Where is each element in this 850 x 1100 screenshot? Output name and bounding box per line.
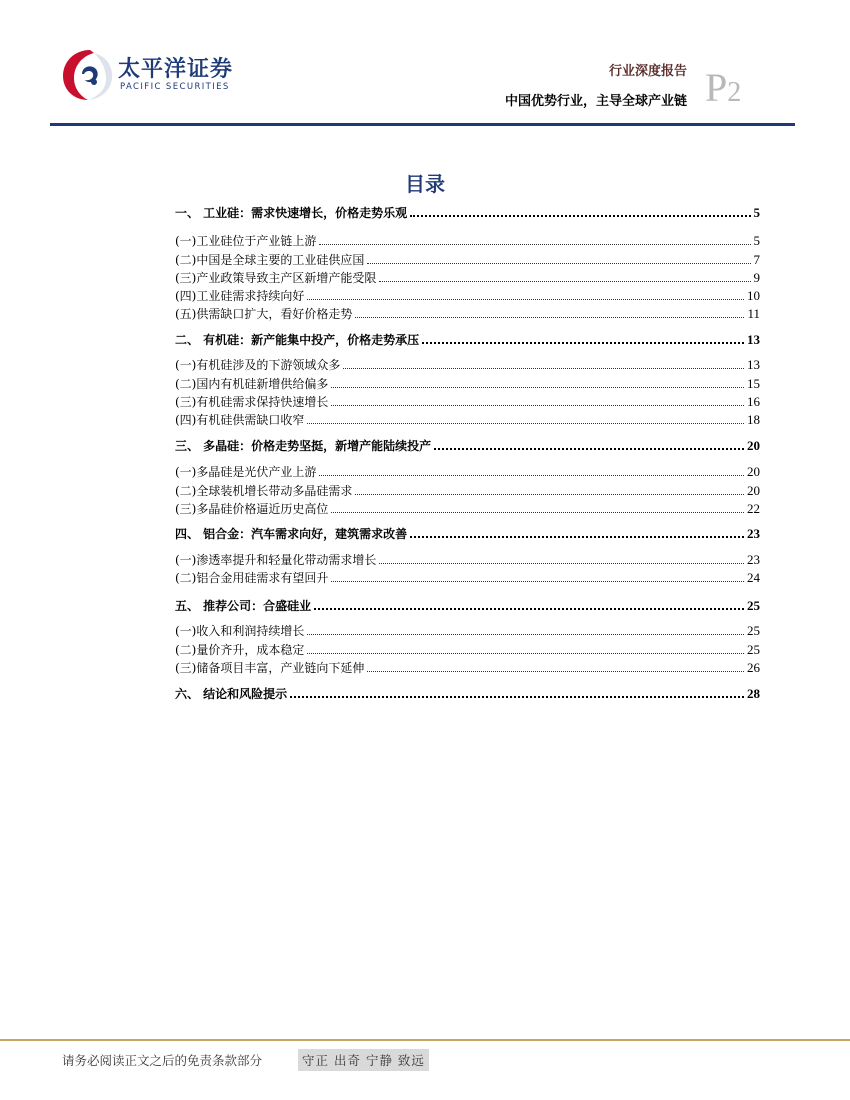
toc-entry-title: (二)量价齐升，成本稳定 — [175, 643, 305, 657]
toc-entry-title: 四、 铝合金：汽车需求向好，建筑需求改善 — [175, 527, 408, 541]
toc-dot-leader — [331, 405, 744, 406]
toc-section-entry[interactable] — [175, 330, 760, 348]
toc-entry-title: (二)全球装机增长带动多晶硅需求 — [175, 484, 353, 498]
logo-chinese-name: 太平洋证券 — [118, 57, 234, 82]
report-type: 行业深度报告 — [608, 64, 687, 79]
toc-entry-title: (三)多晶硅价格逼近历史高位 — [175, 502, 329, 516]
toc-entry-page: 28 — [747, 686, 760, 701]
toc-section-entry[interactable] — [175, 684, 760, 702]
page-number: 2 — [727, 77, 742, 108]
toc-subsection-entry[interactable] — [175, 231, 760, 249]
toc-dot-leader — [331, 581, 744, 582]
toc-subsection-entry[interactable] — [175, 640, 760, 658]
footer-rule — [0, 1039, 850, 1041]
toc-entry-title: (四)有机硅供需缺口收窄 — [175, 413, 305, 427]
report-subtitle: 中国优势行业，主导全球产业链 — [504, 94, 687, 109]
toc-entry-page: 20 — [747, 438, 760, 453]
toc-subsection-entry[interactable] — [175, 481, 760, 499]
toc-entry-page: 25 — [747, 642, 760, 657]
toc-dot-leader — [307, 299, 744, 300]
toc-section-entry[interactable] — [175, 524, 760, 542]
toc-entry-page: 15 — [747, 376, 760, 391]
header-rule — [50, 123, 795, 126]
logo-english-name: PACIFIC SECURITIES — [120, 82, 230, 92]
toc-entry-page: 5 — [753, 205, 760, 220]
toc-entry-title: (一)多晶硅是光伏产业上游 — [175, 465, 317, 479]
toc-dot-leader — [331, 387, 744, 388]
toc-entry-title: (一)有机硅涉及的下游领域众多 — [175, 358, 341, 372]
toc-title: 目录 — [405, 172, 445, 196]
pacific-securities-logo-icon — [60, 44, 116, 104]
toc-entry-title: (二)中国是全球主要的工业硅供应国 — [175, 253, 365, 267]
toc-subsection-entry[interactable] — [175, 250, 760, 268]
toc-dot-leader — [379, 281, 750, 282]
toc-entry-page: 20 — [747, 464, 760, 479]
toc-entry-page: 26 — [747, 660, 760, 675]
toc-entry-page: 25 — [747, 598, 760, 613]
toc-entry-page: 16 — [747, 394, 760, 409]
toc-dot-leader — [410, 536, 744, 538]
toc-entry-title: (三)有机硅需求保持快速增长 — [175, 395, 329, 409]
toc-subsection-entry[interactable] — [175, 499, 760, 517]
toc-entry-page: 9 — [753, 270, 760, 285]
toc-dot-leader — [331, 512, 744, 513]
toc-entry-title: 一、 工业硅：需求快速增长，价格走势乐观 — [175, 206, 408, 220]
toc-entry-title: (一)工业硅位于产业链上游 — [175, 234, 317, 248]
toc-entry-page: 5 — [753, 233, 760, 248]
toc-entry-page: 11 — [747, 306, 760, 321]
toc-dot-leader — [343, 368, 744, 369]
toc-entry-page: 20 — [747, 483, 760, 498]
toc-dot-leader — [367, 263, 750, 264]
toc-entry-page: 13 — [747, 332, 760, 347]
toc-entry-title: (四)工业硅需求持续向好 — [175, 289, 305, 303]
toc-subsection-entry[interactable] — [175, 658, 760, 676]
toc-dot-leader — [355, 494, 744, 495]
toc-dot-leader — [367, 671, 744, 672]
toc-entry-title: 六、 结论和风险提示 — [175, 687, 288, 701]
toc-subsection-entry[interactable] — [175, 268, 760, 286]
toc-entry-title: (三)储备项目丰富，产业链向下延伸 — [175, 661, 365, 675]
footer-motto: 守正 出奇 宁静 致远 — [298, 1049, 429, 1071]
toc-entry-page: 25 — [747, 623, 760, 638]
toc-subsection-entry[interactable] — [175, 374, 760, 392]
toc-entry-title: 二、 有机硅：新产能集中投产，价格走势承压 — [175, 333, 420, 347]
toc-entry-page: 7 — [753, 252, 760, 267]
toc-entry-title: (二)国内有机硅新增供给偏多 — [175, 377, 329, 391]
toc-subsection-entry[interactable] — [175, 462, 760, 480]
toc-dot-leader — [410, 215, 750, 217]
toc-entry-page: 18 — [747, 412, 760, 427]
toc-entry-title: (一)渗透率提升和轻量化带动需求增长 — [175, 553, 377, 567]
toc-dot-leader — [434, 448, 744, 450]
toc-entry-page: 23 — [747, 526, 760, 541]
toc-subsection-entry[interactable] — [175, 410, 760, 428]
toc-section-entry[interactable] — [175, 596, 760, 614]
toc-entry-page: 22 — [747, 501, 760, 516]
toc-subsection-entry[interactable] — [175, 286, 760, 304]
page-prefix: P — [705, 65, 728, 110]
toc-entry-title: (三)产业政策导致主产区新增产能受限 — [175, 271, 377, 285]
toc-subsection-entry[interactable] — [175, 392, 760, 410]
toc-entry-page: 24 — [747, 570, 760, 585]
toc-dot-leader — [307, 423, 744, 424]
toc-dot-leader — [379, 563, 744, 564]
toc-dot-leader — [422, 342, 744, 344]
toc-dot-leader — [355, 317, 744, 318]
toc-subsection-entry[interactable] — [175, 304, 760, 322]
toc-dot-leader — [307, 653, 744, 654]
toc-section-entry[interactable] — [175, 436, 760, 454]
toc-subsection-entry[interactable] — [175, 621, 760, 639]
toc-subsection-entry[interactable] — [175, 550, 760, 568]
company-logo — [60, 44, 235, 104]
toc-entry-page: 23 — [747, 552, 760, 567]
toc-entry-title: (五)供需缺口扩大，看好价格走势 — [175, 307, 353, 321]
footer-disclaimer: 请务必阅读正文之后的免责条款部分 — [62, 1053, 263, 1068]
toc-entry-page: 10 — [747, 288, 760, 303]
toc-subsection-entry[interactable] — [175, 568, 760, 586]
toc-dot-leader — [319, 475, 744, 476]
toc-subsection-entry[interactable] — [175, 355, 760, 373]
toc-entry-title: 五、 推荐公司：合盛硅业 — [175, 599, 312, 613]
toc-dot-leader — [307, 634, 744, 635]
page-indicator — [705, 65, 742, 110]
toc-entry-title: (二)铝合金用硅需求有望回升 — [175, 571, 329, 585]
toc-dot-leader — [314, 608, 744, 610]
toc-section-entry[interactable] — [175, 203, 760, 221]
toc-entry-title: (一)收入和利润持续增长 — [175, 624, 305, 638]
toc-entry-title: 三、 多晶硅：价格走势坚挺，新增产能陆续投产 — [175, 439, 432, 453]
toc-dot-leader — [319, 244, 750, 245]
toc-entry-page: 13 — [747, 357, 760, 372]
toc-dot-leader — [290, 696, 744, 698]
